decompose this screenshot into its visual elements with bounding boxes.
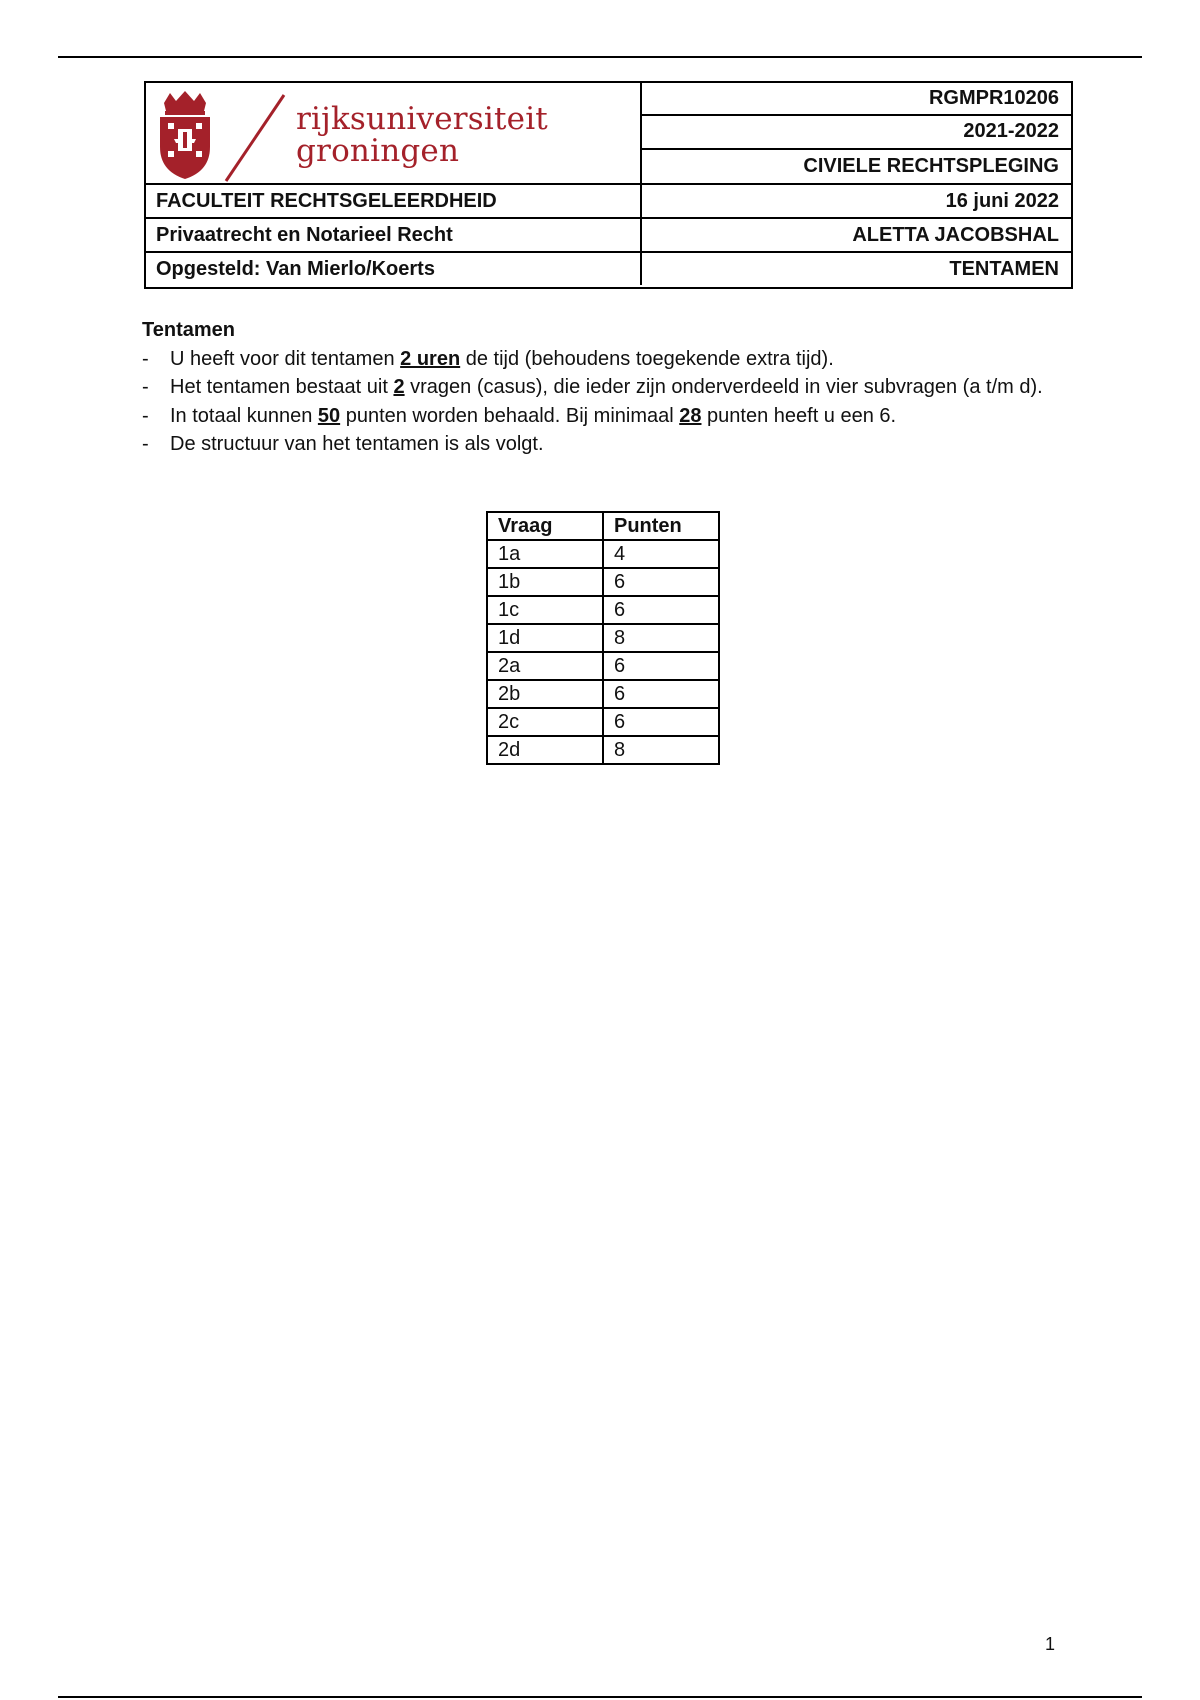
department: Privaatrecht en Notarieel Recht	[146, 217, 642, 251]
academic-year: 2021-2022	[642, 116, 1071, 149]
table-row	[487, 596, 719, 624]
b3-bold-2: 28	[679, 404, 702, 427]
b4-text: De structuur van het tentamen is als volgt.	[170, 433, 544, 455]
logo-line-1: rijksuniversiteit	[296, 101, 548, 137]
table-row	[487, 708, 719, 736]
b3-bold-1: 50	[317, 404, 341, 427]
column-header-punten: Punten	[603, 512, 719, 540]
course-code: RGMPR10206	[642, 83, 1071, 116]
table-row	[487, 624, 719, 652]
faculty: FACULTEIT RECHTSGELEERDHEID	[146, 183, 642, 217]
points-cell: 6	[603, 596, 719, 624]
b3-pre: In totaal kunnen	[170, 404, 318, 427]
table-row	[487, 680, 719, 708]
header-right-stack	[642, 83, 1071, 183]
b2-pre: Het tentamen bestaat uit	[170, 376, 394, 398]
exam-instructions	[142, 316, 1062, 459]
table-row	[487, 736, 719, 764]
top-rule	[58, 56, 1142, 58]
question-cell: 2c	[487, 708, 603, 736]
question-cell: 1d	[487, 624, 603, 652]
exam-date: 16 juni 2022	[642, 183, 1071, 217]
b1-pre: U heeft voor dit tentamen	[170, 347, 401, 370]
b2-post: vragen (casus), die ieder zijn onderverdeeld in vier subvragen (a t/m d).	[404, 376, 1043, 398]
question-cell: 1a	[487, 540, 603, 568]
instruction-list	[142, 345, 1062, 459]
b3-mid: punten worden behaald. Bij minimaal	[340, 404, 680, 427]
points-table	[486, 511, 720, 765]
points-cell: 6	[603, 652, 719, 680]
column-header-vraag: Vraag	[487, 512, 603, 540]
b3-post: punten heeft u een 6.	[701, 404, 897, 427]
b2-bold: 2	[393, 376, 405, 398]
crest-icon	[154, 89, 216, 181]
b1-bold: 2 uren	[400, 347, 461, 370]
question-cell: 2b	[487, 680, 603, 708]
section-title: Tentamen	[142, 319, 235, 341]
course-name: CIVIELE RECHTSPLEGING	[803, 154, 1059, 177]
university-logo	[146, 83, 642, 183]
bottom-rule	[58, 1696, 1142, 1698]
points-cell: 4	[603, 540, 719, 568]
question-cell: 2d	[487, 736, 603, 764]
exam-location: ALETTA JACOBSHAL	[642, 217, 1071, 251]
logo-slash	[218, 93, 288, 183]
list-item	[142, 402, 1062, 431]
table-row	[487, 568, 719, 596]
page-number: 1	[1045, 1634, 1056, 1654]
question-cell: 1c	[487, 596, 603, 624]
author: Opgesteld: Van Mierlo/Koerts	[146, 251, 642, 285]
points-cell: 6	[603, 568, 719, 596]
question-cell: 2a	[487, 652, 603, 680]
logo-line-2: groningen	[296, 133, 460, 169]
logo-wordmark	[296, 103, 548, 167]
b1-post: de tijd (behoudens toegekende extra tijd).	[460, 347, 834, 370]
exam-header-table	[144, 81, 1073, 289]
list-item	[142, 430, 1062, 459]
points-cell: 8	[603, 624, 719, 652]
question-cell: 1b	[487, 568, 603, 596]
points-cell: 6	[603, 708, 719, 736]
table-row	[487, 652, 719, 680]
list-item	[142, 345, 1062, 374]
points-cell: 8	[603, 736, 719, 764]
points-cell: 6	[603, 680, 719, 708]
table-header-row	[487, 512, 719, 540]
table-row	[487, 540, 719, 568]
list-item	[142, 373, 1062, 402]
document-type: TENTAMEN	[642, 251, 1071, 285]
